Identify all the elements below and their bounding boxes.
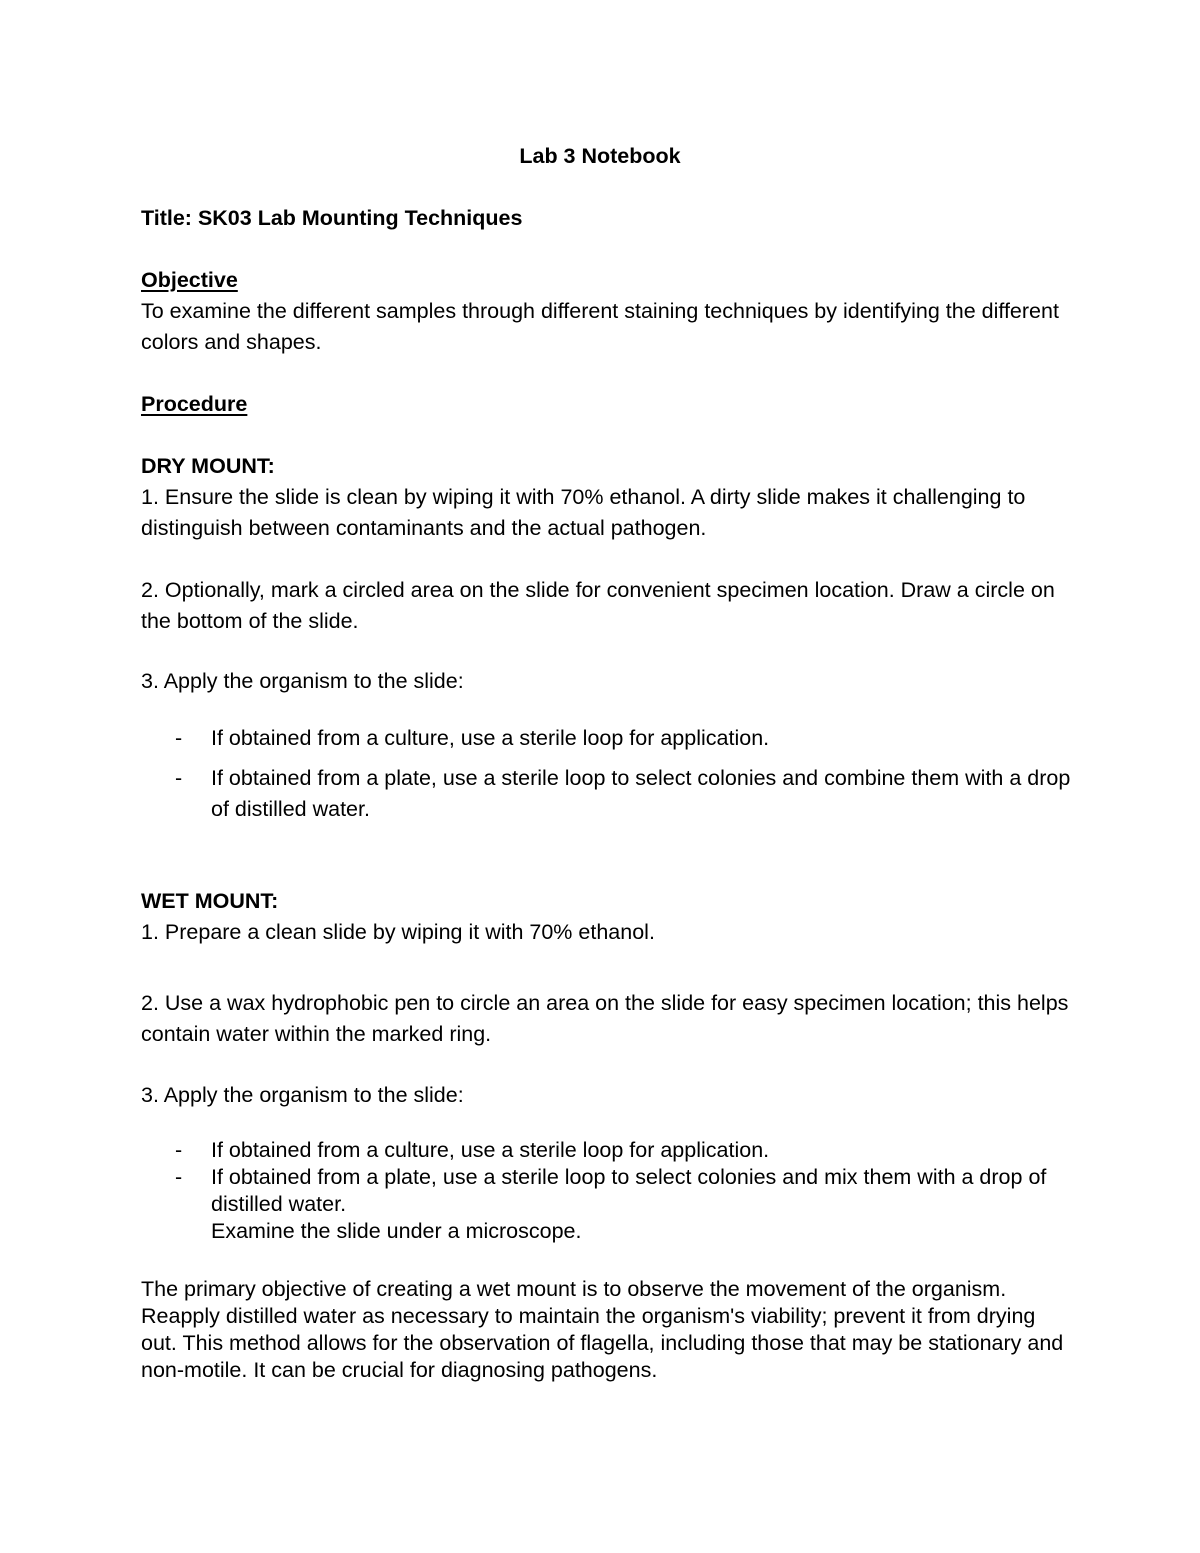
wet-mount-step-2: 2. Use a wax hydrophobic pen to circle an area on the slide for easy specimen location; this helps contain water within the marked ring. xyxy=(141,991,1069,1046)
wet-mount-bullet-1 xyxy=(175,1137,1071,1164)
dry-mount-section xyxy=(141,451,1071,544)
objective-section xyxy=(141,265,1071,358)
bullet-dash: - xyxy=(175,766,183,790)
objective-text: To examine the different samples through different staining techniques by identifying the different colors and shapes. xyxy=(141,299,1059,354)
wet-mount-summary: The primary objective of creating a wet mount is to observe the movement of the organism. Reapply distilled water as necessary to maintain the organism's viability; prevent it from drying out. This method allows for the observation of flagella, including those that may be stationary and non-motile. It can be crucial for diagnosing pathogens. xyxy=(141,1277,1064,1382)
procedure-heading-text: Procedure xyxy=(141,392,248,416)
dry-mount-step-3: 3. Apply the organism to the slide: xyxy=(141,669,464,693)
dry-mount-heading: DRY MOUNT: xyxy=(141,454,275,478)
bullet-text: If obtained from a culture, use a sterile loop for application. xyxy=(211,726,770,750)
dry-mount-bullet-2 xyxy=(175,763,1071,825)
objective-heading: Objective xyxy=(141,268,238,292)
bullet-dash: - xyxy=(175,1165,183,1189)
examine-line: Examine the slide under a microscope. xyxy=(211,1219,582,1243)
bullet-text: If obtained from a plate, use a sterile loop to select colonies and mix them with a drop of distilled water. xyxy=(211,1165,1047,1216)
dry-mount-bullet-1 xyxy=(175,723,1071,754)
wet-mount-section xyxy=(141,886,1071,948)
document-title: Lab 3 Notebook xyxy=(519,144,681,168)
wet-mount-step-3: 3. Apply the organism to the slide: xyxy=(141,1083,464,1107)
bullet-text: If obtained from a plate, use a sterile loop to select colonies and combine them with a drop of distilled water. xyxy=(211,766,1071,821)
dry-mount-step-1: 1. Ensure the slide is clean by wiping it with 70% ethanol. A dirty slide makes it challenging to distinguish between contaminants and the actual pathogen. xyxy=(141,485,1026,540)
wet-mount-bullet-2 xyxy=(175,1164,1071,1245)
lab-title: Title: SK03 Lab Mounting Techniques xyxy=(141,206,523,230)
wet-mount-step-1: 1. Prepare a clean slide by wiping it with 70% ethanol. xyxy=(141,920,655,944)
wet-mount-heading: WET MOUNT: xyxy=(141,889,279,913)
bullet-dash: - xyxy=(175,726,183,750)
bullet-dash: - xyxy=(175,1138,183,1162)
bullet-text: If obtained from a culture, use a sterile loop for application. xyxy=(211,1138,770,1162)
dry-mount-step-2: 2. Optionally, mark a circled area on the slide for convenient specimen location. Draw a circle on the bottom of the slide. xyxy=(141,578,1055,633)
procedure-heading xyxy=(141,389,1071,420)
